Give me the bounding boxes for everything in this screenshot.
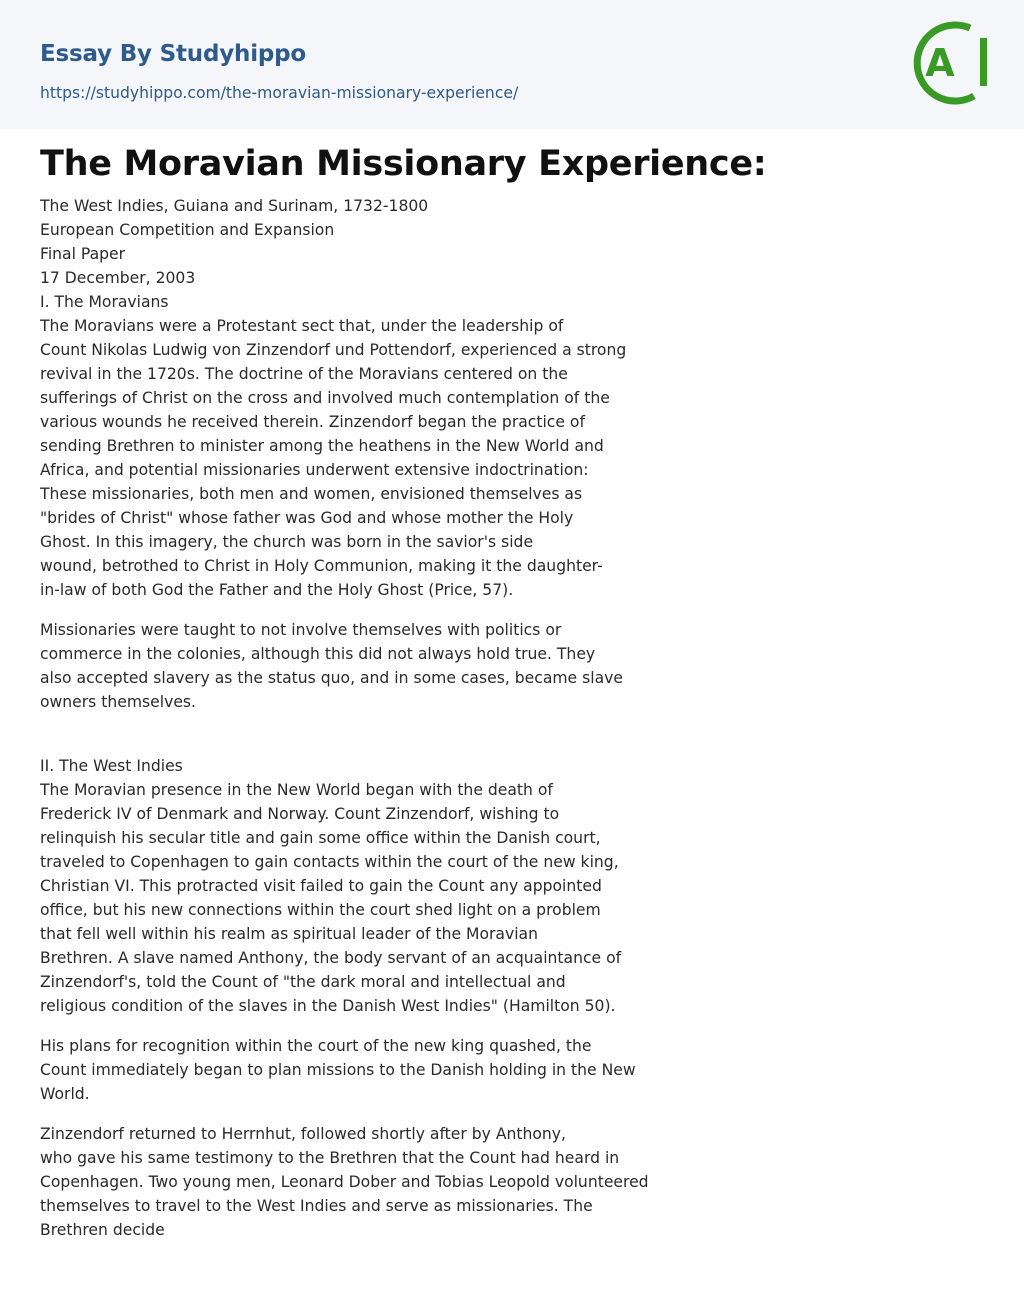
paragraph-line: Brethren decide	[40, 1221, 165, 1239]
paragraph-line: commerce in the colonies, although this did not always hold true. They	[40, 645, 596, 663]
paragraph-line: revival in the 1720s. The doctrine of the Moravians centered on the	[40, 365, 568, 383]
studyhippo-logo-icon[interactable]	[910, 18, 990, 106]
section-heading: II. The West Indies	[40, 757, 183, 775]
meta-line: European Competition and Expansion	[40, 221, 335, 239]
paragraph-line: that fell well within his realm as spiritual leader of the Moravian	[40, 925, 538, 943]
essay-url-link[interactable]: https://studyhippo.com/the-moravian-missionary-experience/	[40, 84, 519, 102]
paragraph-line: who gave his same testimony to the Brethren that the Count had heard in	[40, 1149, 620, 1167]
paragraph-line: His plans for recognition within the court of the new king quashed, the	[40, 1037, 592, 1055]
paragraph-line: office, but his new connections within the court shed light on a problem	[40, 901, 601, 919]
paragraph-line: sending Brethren to minister among the heathens in the New World and	[40, 437, 604, 455]
paragraph-line: themselves to travel to the West Indies and serve as missionaries. The	[40, 1197, 593, 1215]
paragraph-line: Copenhagen. Two young men, Leonard Dober and Tobias Leopold volunteered	[40, 1173, 649, 1191]
paragraph-line: Ghost. In this imagery, the church was born in the savior's side	[40, 533, 534, 551]
paragraph-line: also accepted slavery as the status quo, and in some cases, became slave	[40, 669, 623, 687]
paragraph-line: Zinzendorf returned to Herrnhut, followed shortly after by Anthony,	[40, 1125, 566, 1143]
paragraph	[40, 618, 690, 714]
logo-letter: A	[925, 41, 955, 85]
paragraph-line: various wounds he received therein. Zinzendorf began the practice of	[40, 413, 585, 431]
paragraph-line: sufferings of Christ on the cross and involved much contemplation of the	[40, 389, 610, 407]
paragraph	[40, 314, 690, 602]
paragraph	[40, 1034, 690, 1106]
paragraph-line: Count Nikolas Ludwig von Zinzendorf und Pottendorf, experienced a strong	[40, 341, 627, 359]
paragraph-line: The Moravians were a Protestant sect that, under the leadership of	[40, 317, 564, 335]
brand-title[interactable]: Essay By Studyhippo	[40, 41, 307, 67]
paragraph	[40, 1122, 690, 1242]
site-header	[0, 0, 1024, 129]
paragraph-line: Count immediately began to plan missions to the Danish holding in the New	[40, 1061, 636, 1079]
paragraph-line: Missionaries were taught to not involve themselves with politics or	[40, 621, 562, 639]
essay-title: The Moravian Missionary Experience:	[40, 144, 767, 184]
paragraph-line: The Moravian presence in the New World began with the death of	[40, 781, 553, 799]
paragraph-line: Brethren. A slave named Anthony, the body servant of an acquaintance of	[40, 949, 622, 967]
meta-line: 17 December, 2003	[40, 269, 196, 287]
paragraph-line: religious condition of the slaves in the Danish West Indies" (Hamilton 50).	[40, 997, 616, 1015]
section-heading: I. The Moravians	[40, 293, 169, 311]
paragraph-line: wound, betrothed to Christ in Holy Communion, making it the daughter-	[40, 557, 603, 575]
paragraph-line: Frederick IV of Denmark and Norway. Count Zinzendorf, wishing to	[40, 805, 560, 823]
paragraph-line: Christian VI. This protracted visit failed to gain the Count any appointed	[40, 877, 602, 895]
paragraph-line: "brides of Christ" whose father was God and whose mother the Holy	[40, 509, 574, 527]
paragraph-line: World.	[40, 1085, 90, 1103]
essay-body	[40, 194, 690, 1242]
essay-meta	[40, 194, 690, 290]
paragraph-line: in-law of both God the Father and the Holy Ghost (Price, 57).	[40, 581, 514, 599]
paragraph-line: traveled to Copenhagen to gain contacts within the court of the new king,	[40, 853, 619, 871]
paragraph	[40, 778, 690, 1018]
meta-line: The West Indies, Guiana and Surinam, 1732-1800	[40, 197, 429, 215]
paragraph-line: These missionaries, both men and women, envisioned themselves as	[40, 485, 583, 503]
paragraph-line: relinquish his secular title and gain some office within the Danish court,	[40, 829, 601, 847]
paragraph-line: owners themselves.	[40, 693, 196, 711]
meta-line: Final Paper	[40, 245, 126, 263]
paragraph-line: Africa, and potential missionaries underwent extensive indoctrination:	[40, 461, 589, 479]
paragraph-line: Zinzendorf's, told the Count of "the dark moral and intellectual and	[40, 973, 566, 991]
